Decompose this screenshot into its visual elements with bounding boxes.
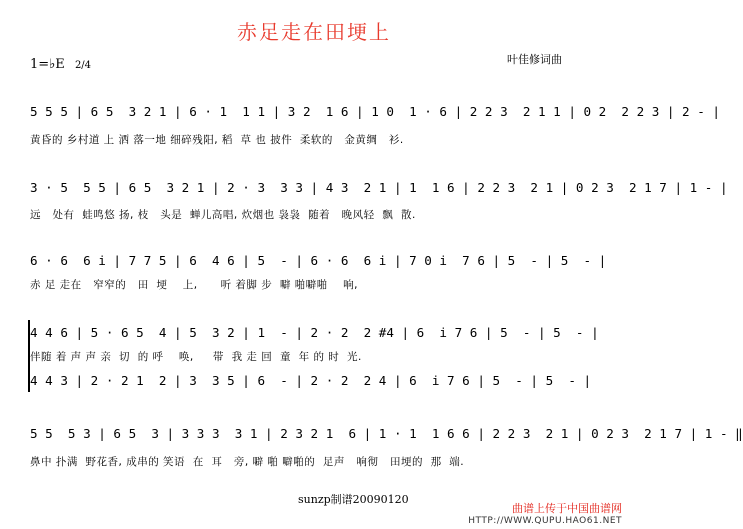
lyricist-composer-credit: 叶佳修词曲	[507, 53, 562, 66]
key-time-signature	[30, 57, 91, 72]
lyrics-line-5: 鼻中 扑满 野花香, 成串的 笑语 在 耳 旁, 噼 啪 噼啪的 足声 响彻 田埂的 那 端.	[30, 456, 465, 468]
time-signature: 2/4	[74, 60, 92, 71]
notation-line-1: 5 5 5 | 6 5 3 2 1 | 6 · 1 1 1 | 3 2 1 6 | 1 0 1 · 6 | 2 2 3 2 1 1 | 0 2 2 2 3 | 2 - |	[30, 104, 720, 119]
notation-line-5: 5 5 5 3 | 6 5 3 | 3 3 3 3 1 | 2 3 2 1 6 | 1 · 1 1 6 6 | 2 2 3 2 1 | 0 2 3 2 1 7 | 1 - ‖	[30, 426, 743, 441]
notation-line-3: 6 · 6 6 i | 7 7 5 | 6 4 6 | 5 - | 6 · 6 6 i | 7 0 i 7 6 | 5 - | 5 - |	[30, 253, 607, 268]
lyrics-line-4: 伴随 着 声 声 亲 切 的 呼 唤, 带 我 走 回 童 年 的 时 光.	[30, 351, 362, 363]
transcriber-signature: sunzp制谱20090120	[298, 493, 409, 506]
notation-line-4-upper: 4 4 6 | 5 · 6 5 4 | 5 3 2 | 1 - | 2 · 2 2 #4 | 6 i 7 6 | 5 - | 5 - |	[30, 325, 599, 340]
notation-line-2: 3 · 5 5 5 | 6 5 3 2 1 | 2 · 3 3 3 | 4 3 2 1 | 1 1 6 | 2 2 3 2 1 | 0 2 3 2 1 7 | 1 - |	[30, 180, 728, 195]
key-signature: 1=♭E	[30, 57, 65, 72]
song-title: 赤足走在田埂上	[237, 20, 391, 44]
lyrics-line-1: 黄昏的 乡村道 上 洒 落一地 细碎残阳, 稻 草 也 披件 柔软的 金黄绸 衫.	[30, 134, 404, 146]
watermark-line-2: HTTP://WWW.QUPU.HAO61.NET	[468, 516, 622, 526]
site-watermark	[468, 502, 622, 528]
notation-line-4-lower: 4 4 3 | 2 · 2 1 2 | 3 3 5 | 6 - | 2 · 2 2 4 | 6 i 7 6 | 5 - | 5 - |	[30, 373, 592, 388]
lyrics-line-2: 远 处有 蛙鸣悠 扬, 枝 头是 蝉儿高唱, 炊烟也 袅袅 随着 晚风轻 飘 散.	[30, 209, 416, 221]
watermark-line-1: 曲谱上传于中国曲谱网	[512, 502, 622, 515]
lyrics-line-3: 赤 足 走在 窄窄的 田 埂 上, 听 着脚 步 噼 啪噼啪 响,	[30, 279, 358, 291]
